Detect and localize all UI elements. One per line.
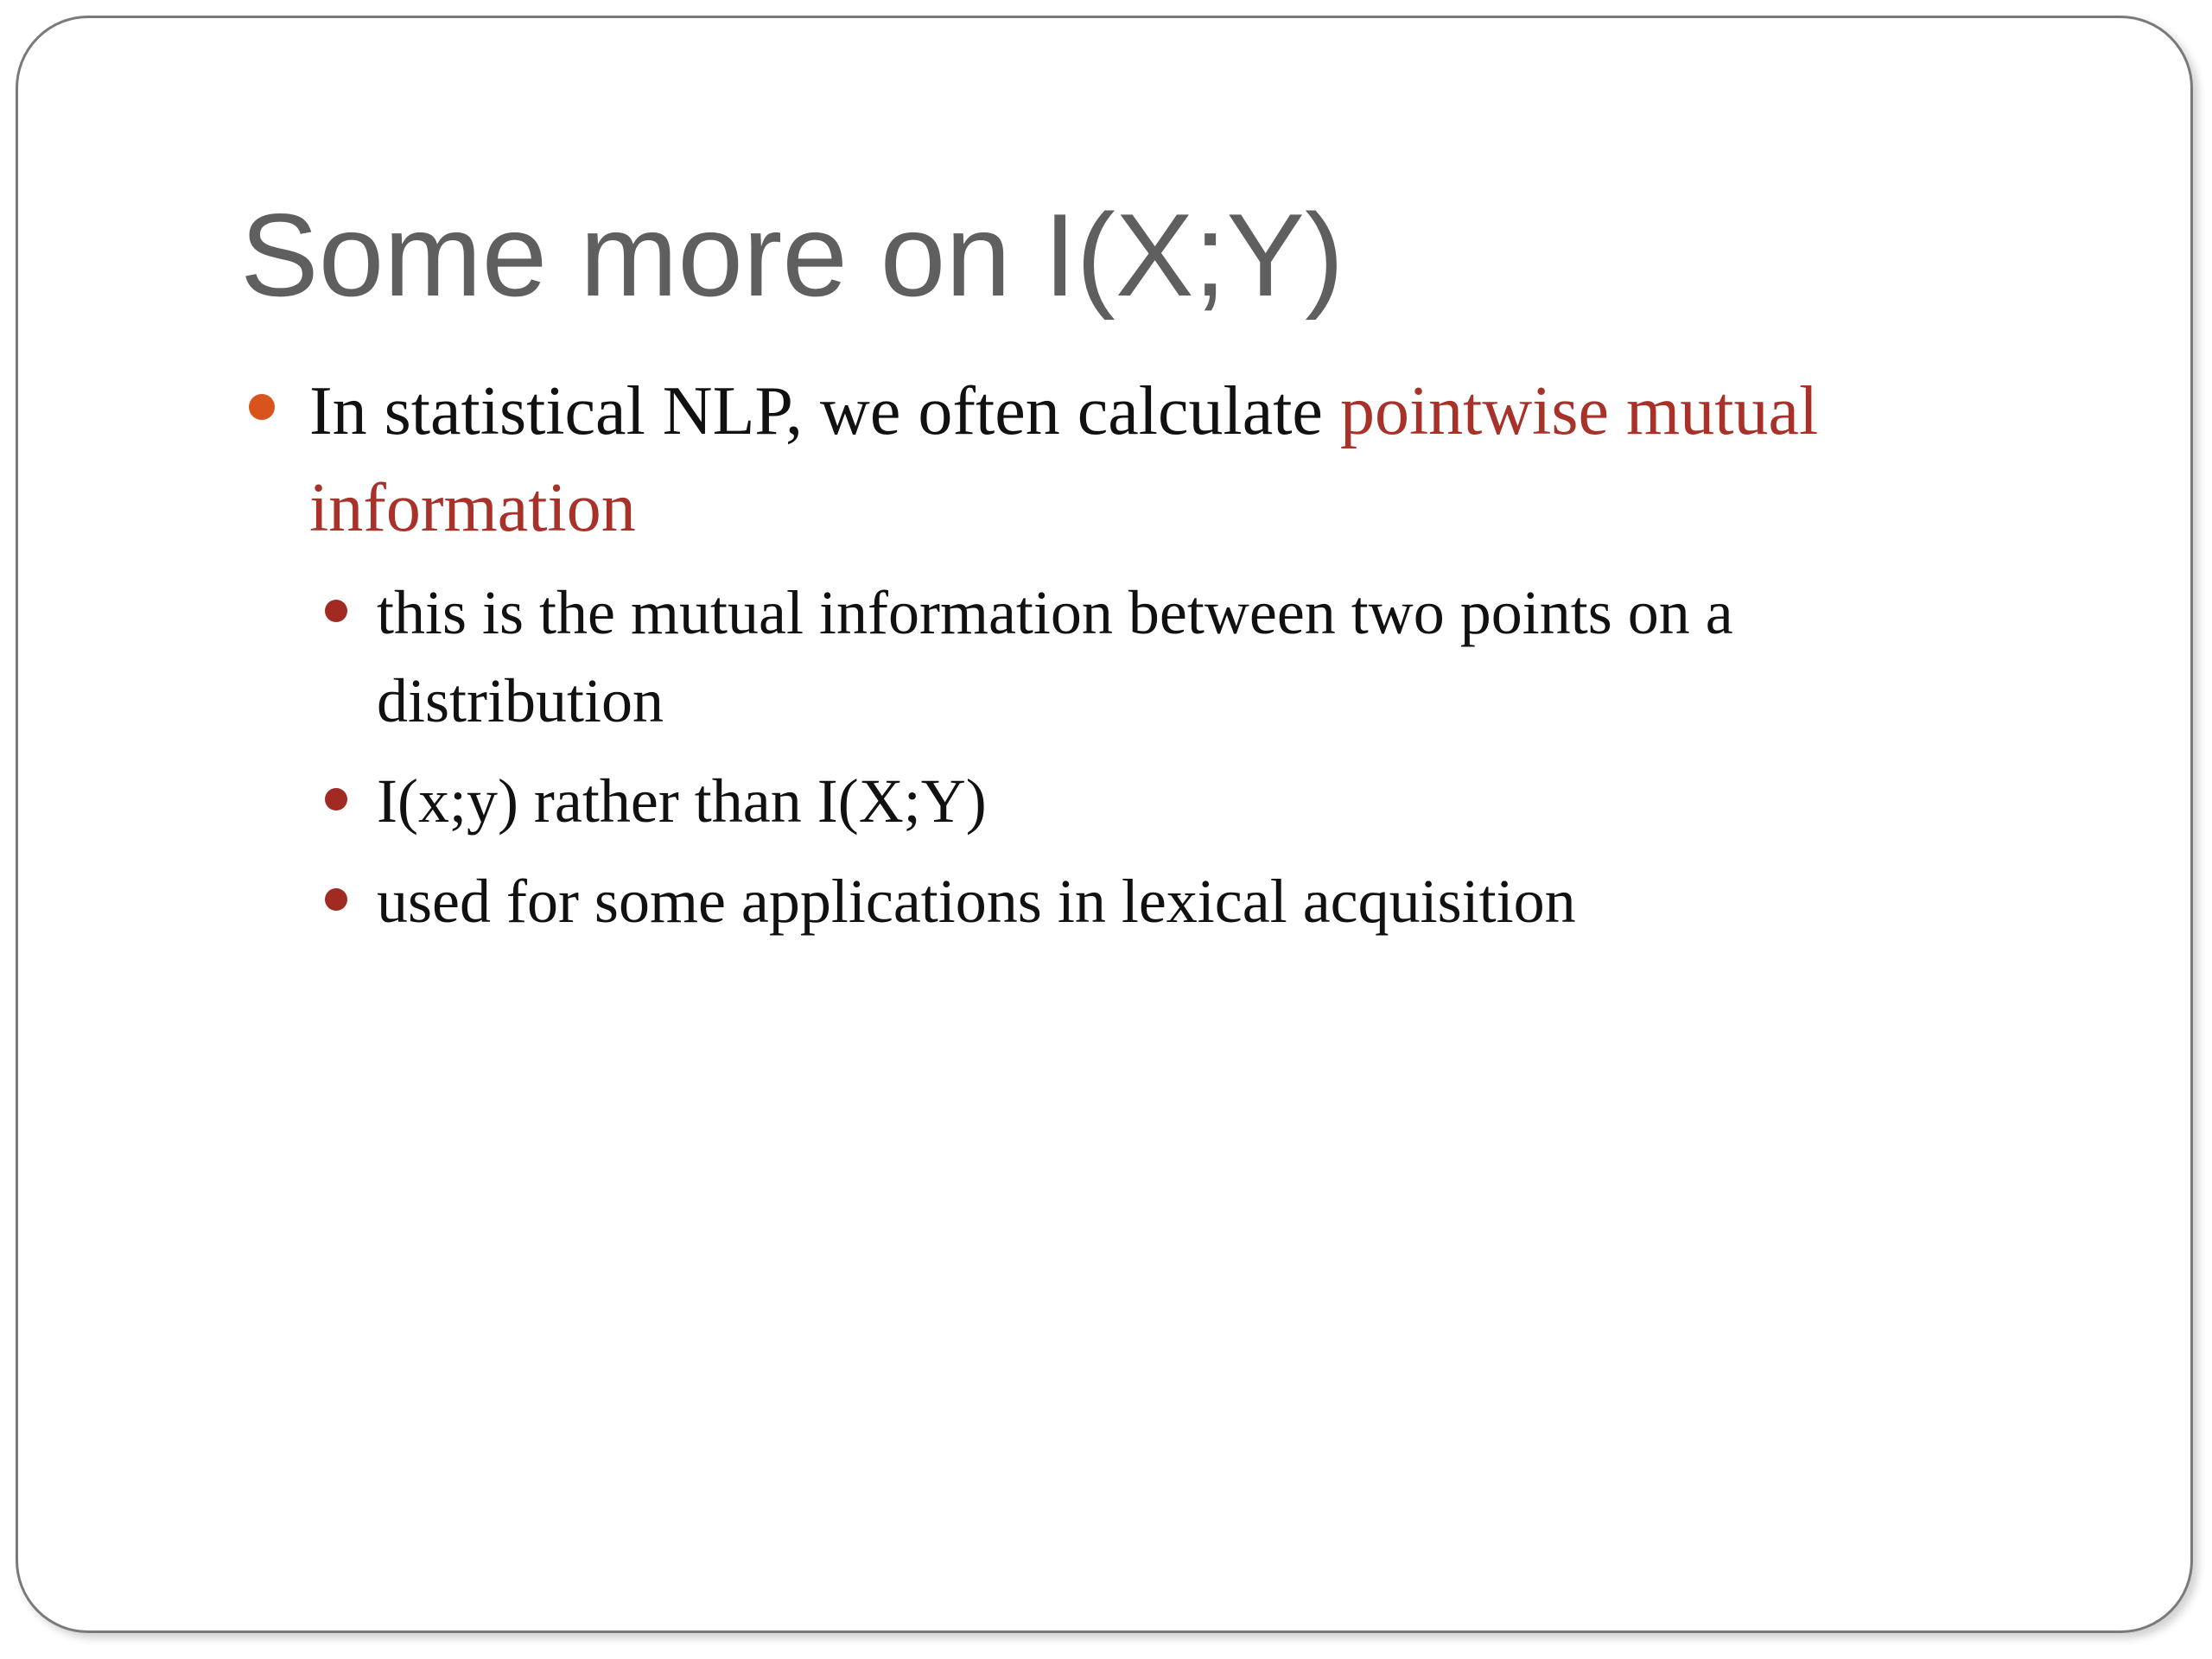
sub-bullet-dot-icon bbox=[325, 788, 347, 810]
highlighted-term: pointwise mutual information bbox=[309, 373, 1819, 546]
sub-bullet-dot-icon bbox=[325, 888, 347, 911]
sub-bullet-dot-icon bbox=[325, 600, 347, 622]
bullet-dot-icon bbox=[249, 394, 275, 420]
sub-bullet-text: this is the mutual information between two points on a distribution bbox=[377, 578, 1733, 735]
sub-bullet-item bbox=[377, 857, 1932, 945]
bullet-text: In statistical NLP, we often calculate bbox=[309, 373, 1340, 449]
sub-bullet-text: used for some applications in lexical acquisition bbox=[377, 867, 1576, 936]
sub-bullet-item bbox=[377, 757, 1932, 845]
bullet-item-pmi bbox=[309, 363, 1951, 556]
sub-bullet-text: I(x;y) rather than I(X;Y) bbox=[377, 766, 987, 836]
slide-title: Some more on I(X;Y) bbox=[240, 189, 1344, 321]
sub-bullet-item bbox=[377, 569, 1932, 745]
